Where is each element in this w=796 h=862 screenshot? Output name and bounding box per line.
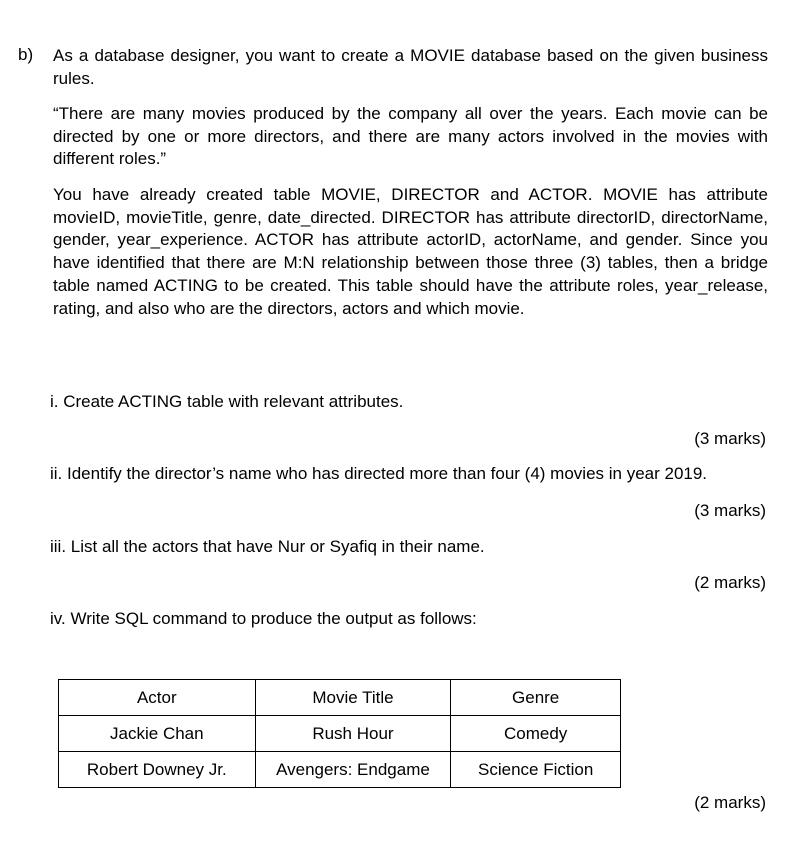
cell-genre: Comedy (451, 716, 621, 752)
header-movie-title: Movie Title (255, 680, 451, 716)
table-row (59, 716, 621, 752)
header-actor: Actor (59, 680, 256, 716)
cell-actor: Jackie Chan (59, 716, 256, 752)
question-iii: iii. List all the actors that have Nur or Syafiq in their name. (50, 537, 485, 556)
question-iii-marks: (2 marks) (694, 573, 766, 592)
business-rules-quote: “There are many movies produced by the company all over the years. Each movie can be directed by one or more directors, and there are many actors involved in the movies with different roles.” (53, 104, 768, 169)
question-ii-marks: (3 marks) (694, 501, 766, 520)
output-table (58, 679, 621, 788)
table-row (59, 752, 621, 788)
question-iv: iv. Write SQL command to produce the output as follows: (50, 609, 477, 628)
cell-movie-title: Rush Hour (255, 716, 451, 752)
intro-paragraph: As a database designer, you want to create a MOVIE database based on the given business rules. (53, 46, 768, 88)
table-header-row (59, 680, 621, 716)
question-i: i. Create ACTING table with relevant attributes. (50, 392, 404, 411)
question-i-marks: (3 marks) (694, 429, 766, 448)
header-genre: Genre (451, 680, 621, 716)
cell-movie-title: Avengers: Endgame (255, 752, 451, 788)
question-iv-marks: (2 marks) (694, 793, 766, 812)
cell-genre: Science Fiction (451, 752, 621, 788)
tables-description: You have already created table MOVIE, DIRECTOR and ACTOR. MOVIE has attribute movieID, movieTitle, genre, date_directed. DIRECTOR has attribute directorID, directorName, gender, year_experience. ACTOR has attribute actorID, actorName, and gender. Since you have identified that there are M:N relationship between those three (3) tables, then a bridge table named ACTING to be created. This table should have the attribute roles, year_release, rating, and also who are the directors, actors and which movie. (53, 185, 768, 318)
part-label: b) (18, 45, 34, 64)
cell-actor: Robert Downey Jr. (59, 752, 256, 788)
question-ii: ii. Identify the director’s name who has directed more than four (4) movies in year 2019. (50, 464, 708, 483)
